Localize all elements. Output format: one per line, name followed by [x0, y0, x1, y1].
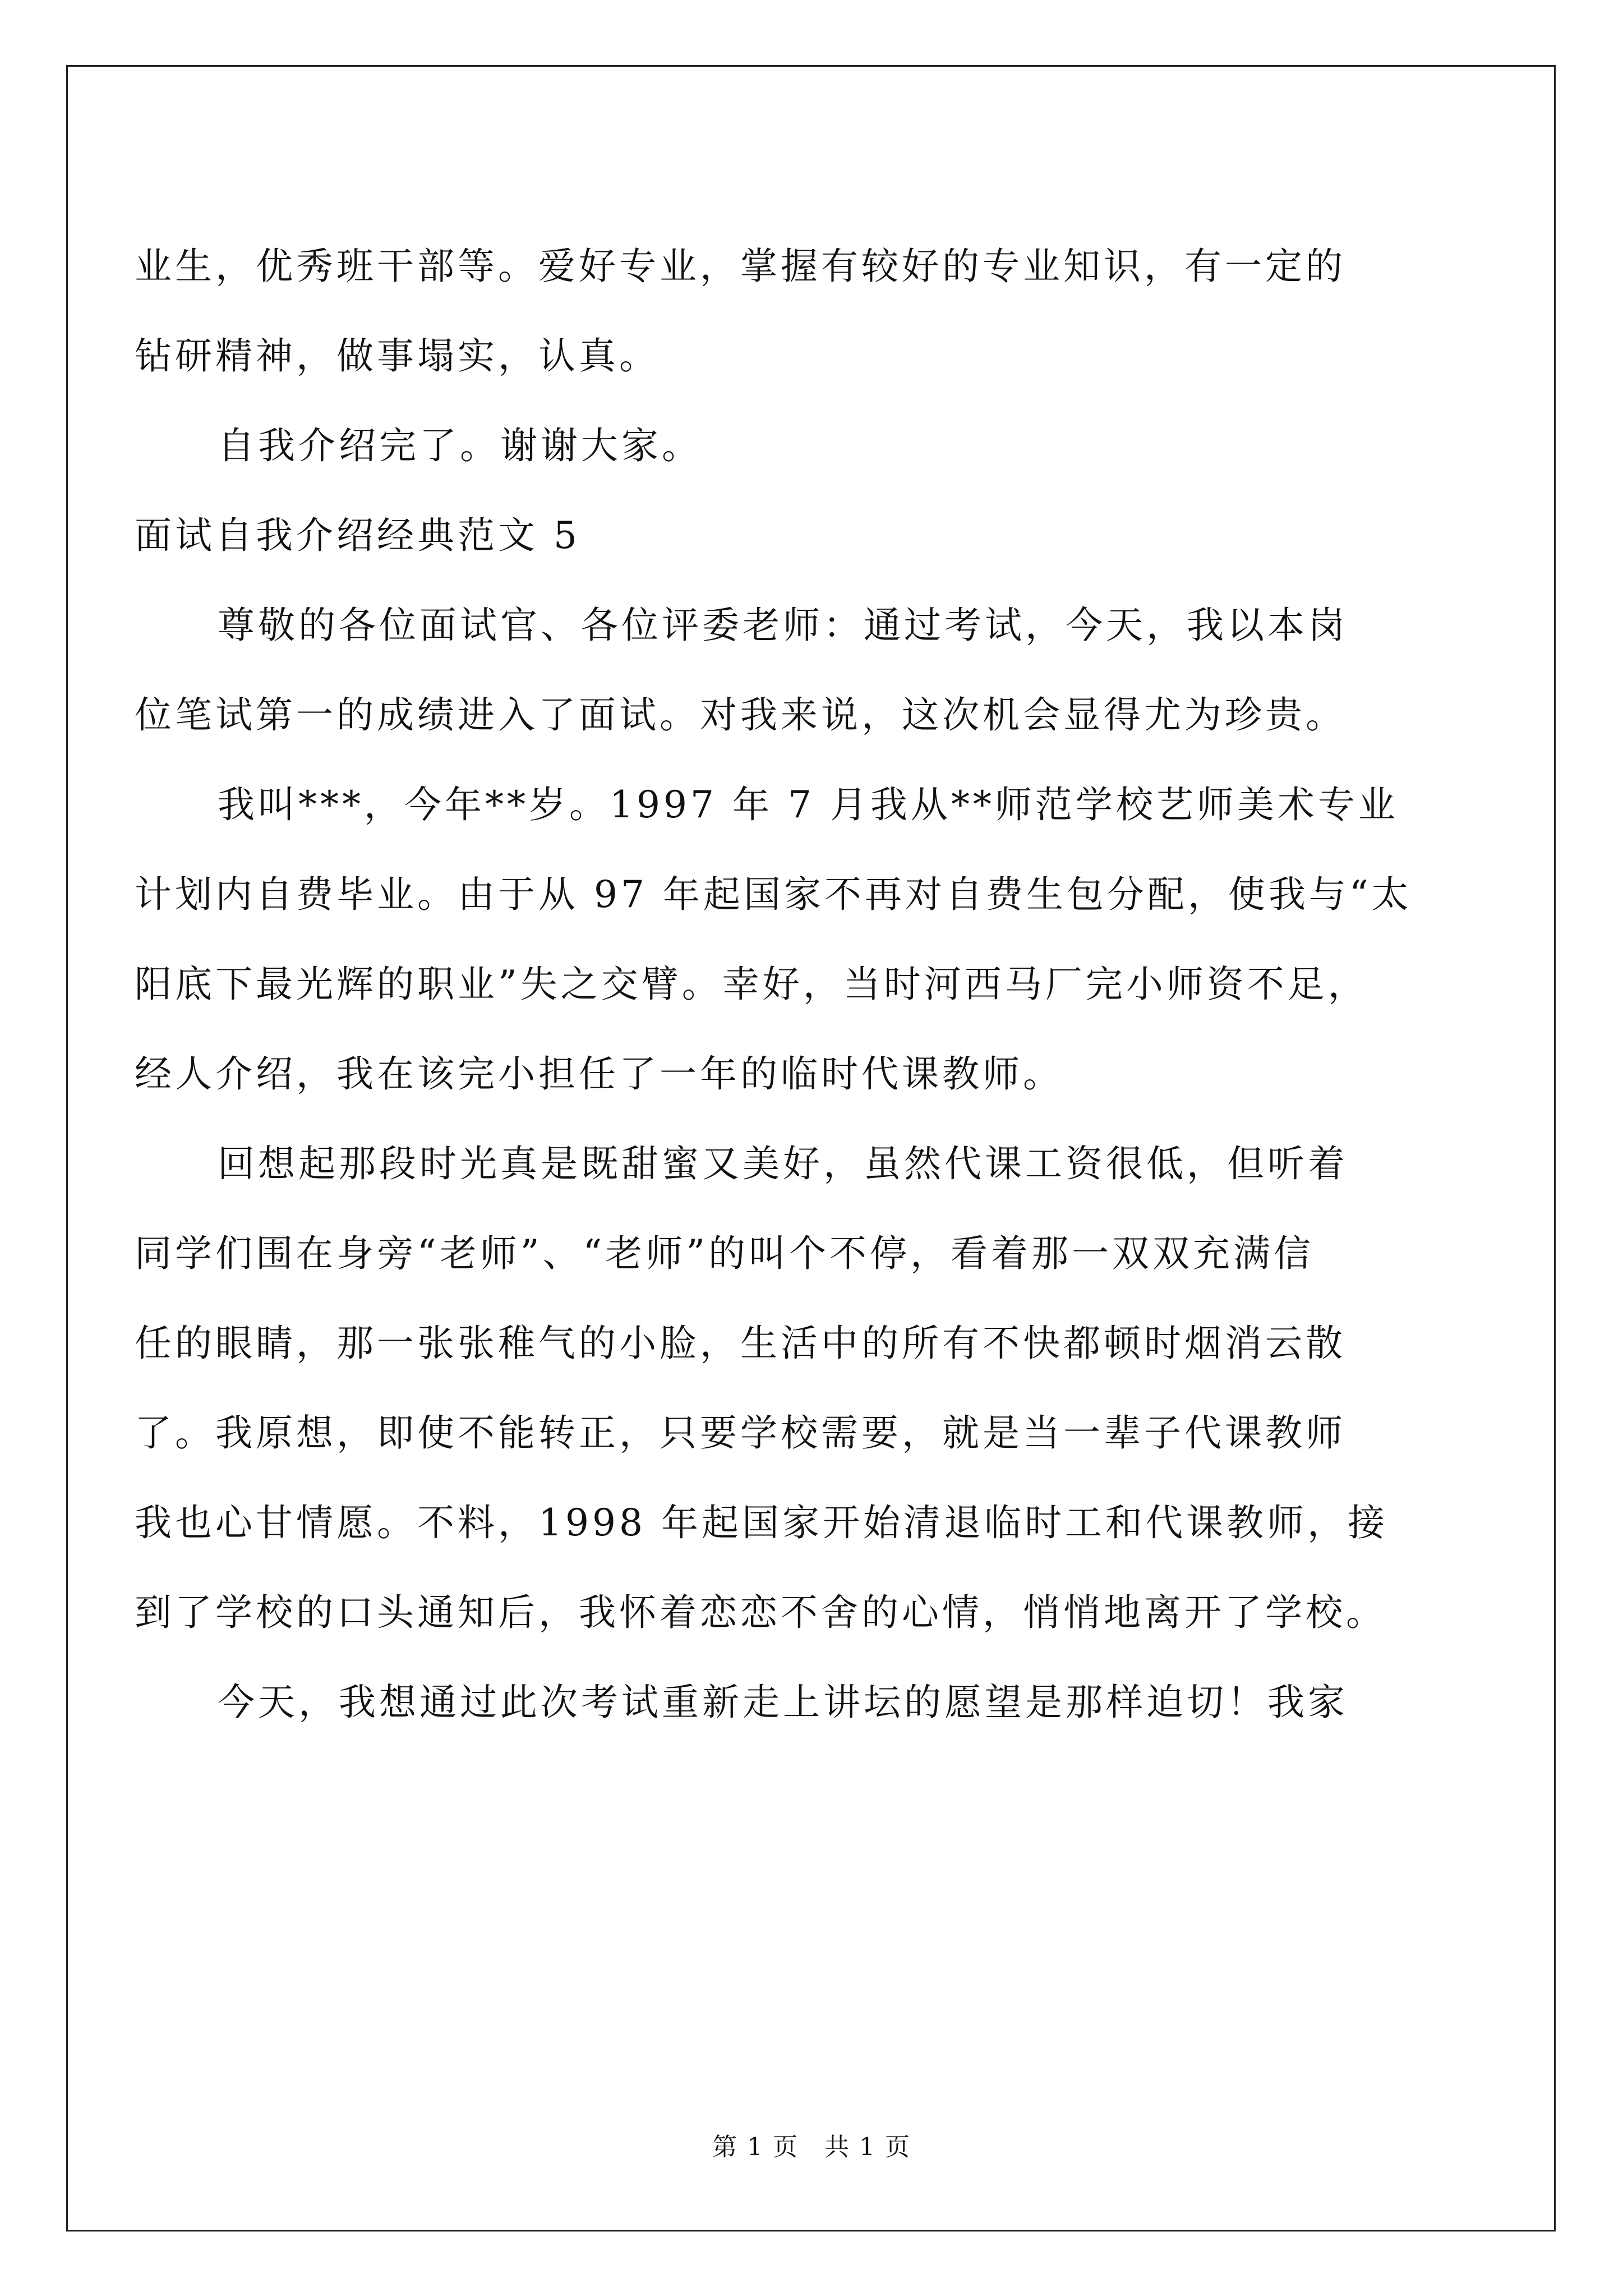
document-body [135, 222, 1433, 1747]
text-line: 阳底下最光辉的职业”失之交臂。幸好，当时河西马厂完小师资不足， [135, 963, 1368, 1006]
page-number-footer: 第 1 页 共 1 页 [712, 2133, 911, 2161]
text-line: 位笔试第一的成绩进入了面试。对我来说，这次机会显得尤为珍贵。 [135, 693, 1346, 737]
text-line: 我也心甘情愿。不料，1998 年起国家开始清退临时工和代课教师，接 [135, 1501, 1388, 1544]
text-line: 自我介绍完了。谢谢大家。 [218, 424, 702, 467]
text-line: 业生，优秀班干部等。爱好专业，掌握有较好的专业知识，有一定的 [135, 245, 1346, 288]
text-line: 今天，我想通过此次考试重新走上讲坛的愿望是那样迫切！我家 [218, 1681, 1348, 1724]
text-line: 任的眼睛，那一张张稚气的小脸，生活中的所有不快都顿时烟消云散 [135, 1322, 1346, 1365]
text-line: 了。我原想，即使不能转正，只要学校需要，就是当一辈子代课教师 [135, 1411, 1346, 1455]
text-line: 回想起那段时光真是既甜蜜又美好，虽然代课工资很低，但听着 [218, 1142, 1348, 1185]
text-line: 我叫***，今年**岁。1997 年 7 月我从**师范学校艺师美术专业 [218, 783, 1399, 826]
text-line: 到了学校的口头通知后，我怀着恋恋不舍的心情，悄悄地离开了学校。 [135, 1591, 1386, 1634]
text-line: 同学们围在身旁“老师”、“老师”的叫个不停，看着那一双双充满信 [135, 1232, 1314, 1275]
section-heading: 面试自我介绍经典范文 5 [135, 514, 580, 557]
text-line: 尊敬的各位面试官、各位评委老师：通过考试，今天，我以本岗 [218, 604, 1348, 647]
text-line: 钻研精神，做事塌实，认真。 [135, 334, 660, 378]
text-line: 计划内自费毕业。由于从 97 年起国家不再对自费生包分配，使我与“太 [135, 873, 1412, 916]
text-line: 经人介绍，我在该完小担任了一年的临时代课教师。 [135, 1052, 1063, 1096]
